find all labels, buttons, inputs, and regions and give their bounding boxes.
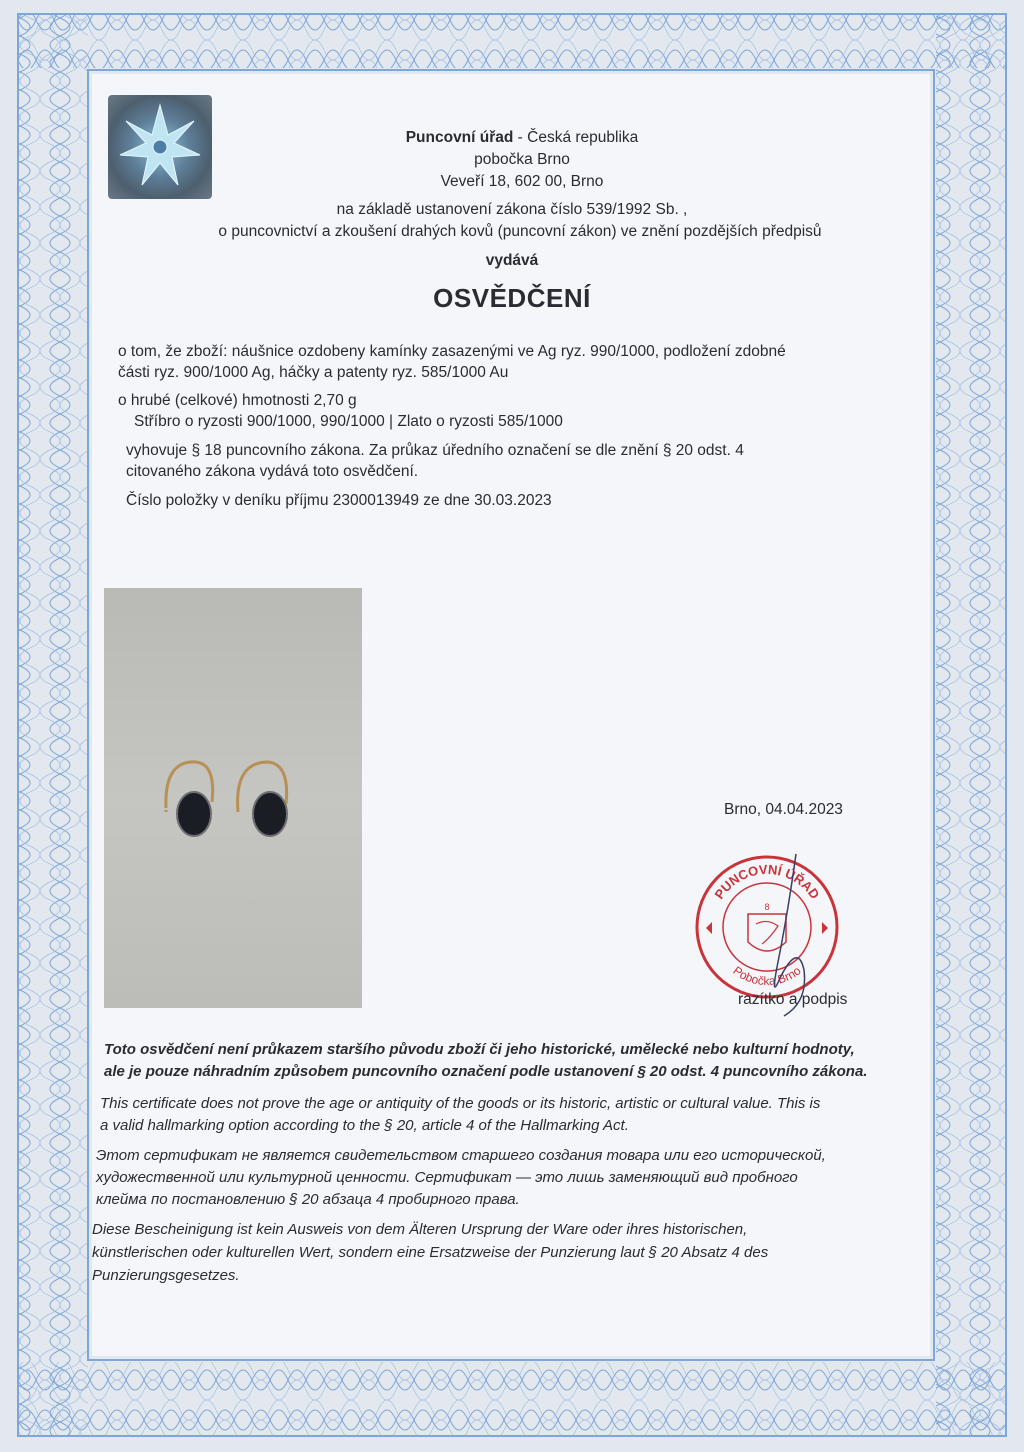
page-title: OSVĚDČENÍ xyxy=(433,283,591,313)
fineness-text: Stříbro o ryzosti 900/1000, 990/1000 | Zlato o ryzosti 585/1000 xyxy=(134,413,563,430)
earrings-photo xyxy=(104,588,362,1008)
goods-line1: o tom, že zboží: náušnice ozdobeny kamínky zasazenými ve Ag ryz. 990/1000, podložení zdobné xyxy=(118,343,786,360)
disclaimer-ru-line3: клейма по постановлению § 20 абзаца 4 пробирного права. xyxy=(96,1191,520,1208)
signature-label: razítko a podpis xyxy=(738,991,848,1008)
disclaimer-cz-line1: Toto osvědčení není průkazem staršího původu zboží či jeho historické, umělecké nebo kulturní hodnoty, xyxy=(104,1041,855,1058)
disclaimer-en-line2: a valid hallmarking option according to the § 20, article 4 of the Hallmarking Act. xyxy=(100,1117,629,1134)
goods-line2: části ryz. 900/1000 Ag, háčky a patenty ryz. 585/1000 Au xyxy=(118,364,509,381)
disclaimer-ru-line2: художественной или культурной ценности. Сертификат — это лишь заменяющий вид пробного xyxy=(96,1169,798,1186)
journal-entry: Číslo položky v deníku příjmu 2300013949 ze dne 30.03.2023 xyxy=(126,492,552,509)
compliance-line2: citovaného zákona vydává toto osvědčení. xyxy=(126,463,419,480)
disclaimer-en-line1: This certificate does not prove the age or antiquity of the goods or its historic, artistic or cultural value. This is xyxy=(100,1095,821,1112)
compliance-line1: vyhovuje § 18 puncovního zákona. Za průkaz úředního označení se dle znění § 20 odst. 4 xyxy=(126,442,744,459)
issuer-name xyxy=(312,128,732,148)
issuer-name-rest: - Česká republika xyxy=(513,129,639,146)
disclaimer-de-line2: künstlerischen oder kulturellen Wert, sondern eine Ersatzweise der Punzierung laut § 20 Absatz 4 des xyxy=(92,1244,769,1261)
legal-basis-line1: na základě ustanovení zákona číslo 539/1992 Sb. , xyxy=(336,201,688,218)
disclaimer-de-line1: Diese Bescheinigung ist kein Ausweis von dem Älteren Ursprung der Ware oder ihres historischen, xyxy=(92,1221,748,1238)
issuer-address: Veveří 18, 602 00, Brno xyxy=(440,173,604,190)
disclaimer-de-line3: Punzierungsgesetzes. xyxy=(92,1267,240,1284)
issuer-branch: pobočka Brno xyxy=(474,151,570,168)
weight-text: o hrubé (celkové) hmotnosti 2,70 g xyxy=(118,392,357,409)
stamp-number: 8 xyxy=(764,902,770,912)
legal-basis-line2: o puncovnictví a zkoušení drahých kovů (puncovní zákon) ve znění pozdějších předpisů xyxy=(218,223,822,240)
disclaimer-cz-line2: ale je pouze náhradním způsobem puncovního označení podle ustanovení § 20 odst. 4 puncovního zákona. xyxy=(104,1063,868,1080)
stamp-top-text: PUNCOVNÍ ÚŘAD xyxy=(711,861,823,902)
stamp-bottom-text: Pobočka Brno xyxy=(730,963,804,989)
hologram-seal xyxy=(108,95,212,199)
issuer-name-bold: Puncovní úřad xyxy=(405,129,514,146)
disclaimer-ru-line1: Этот сертификат не является свидетельством старшего создания товара или его исторической, xyxy=(96,1147,826,1164)
place-date: Brno, 04.04.2023 xyxy=(724,801,843,818)
issues-label: vydává xyxy=(485,252,539,269)
